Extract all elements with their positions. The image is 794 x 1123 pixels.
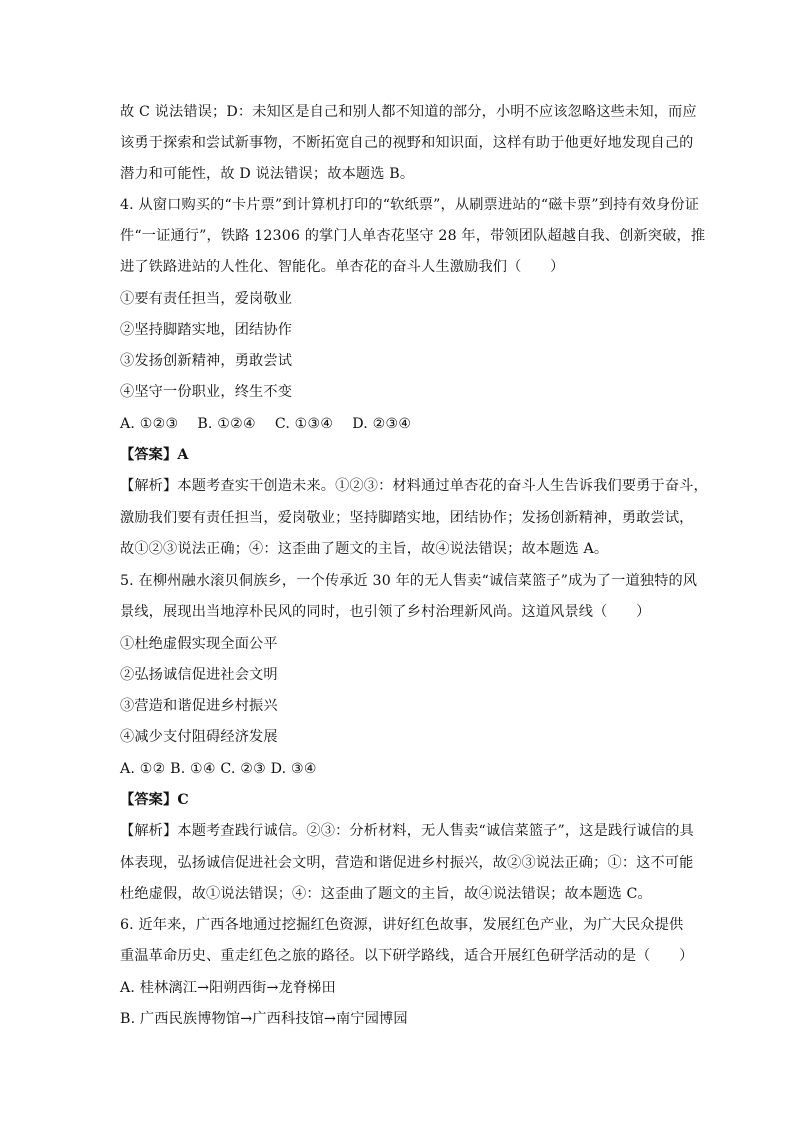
text-line: 件“一证通行”，铁路 12306 的掌门人单杏花坚守 28 年，带领团队超越自我、创新突破，推: [120, 228, 706, 244]
analysis: 【解析】本题考查实干创造未来。①②③：材料通过单杏花的奋斗人生告诉我们要勇于奋斗，: [120, 478, 708, 494]
option-4: ④坚守一份职业，终生不变: [120, 384, 293, 400]
option-3: ③营造和谐促进乡村振兴: [120, 698, 278, 714]
text-line: 杜绝虚假，故①说法错误；④：这歪曲了题文的主旨，故④说法错误；故本题选 C。: [120, 886, 652, 902]
text-line: 景线，展现出当地淳朴民风的同时，也引领了乡村治理新风尚。这道风景线（ ）: [120, 604, 651, 620]
answer: 【答案】C: [120, 792, 189, 808]
analysis: 【解析】本题考查践行诚信。②③：分析材料，无人售卖“诚信菜篮子”，这是践行诚信的具: [120, 823, 694, 839]
text-line: 故①②③说法正确；④：这歪曲了题文的主旨，故④说法错误；故本题选 A。: [120, 541, 609, 557]
option-3: ③发扬创新精神，勇敢尝试: [120, 353, 293, 369]
option-1: ①杜绝虚假实现全面公平: [120, 636, 278, 652]
option-2: ②坚持脚踏实地，团结协作: [120, 322, 293, 338]
text-line: 故 C 说法错误；D：未知区是自己和别人都不知道的部分，小明不应该忽略这些未知，而应: [120, 104, 697, 120]
choice-b: B. 广西民族博物馆→广西科技馆→南宁园博园: [120, 1011, 408, 1027]
option-4: ④减少支付阻碍经济发展: [120, 729, 278, 745]
choice-a: A. 桂林漓江→阳朔西街→龙脊梯田: [120, 980, 336, 996]
text-line: 体表现，弘扬诚信促进社会文明，营造和谐促进乡村振兴，故②③说法正确；①：这不可能: [120, 855, 694, 871]
question-6-stem: 6. 近年来，广西各地通过挖掘红色资源，讲好红色故事，发展红色产业，为广大民众提供: [120, 917, 684, 933]
choices: A. ①②③ B. ①②④ C. ①③④ D. ②③④: [120, 416, 412, 432]
answer: 【答案】A: [120, 447, 189, 463]
option-1: ①要有责任担当，爱岗敬业: [120, 291, 293, 307]
question-4-stem: 4. 从窗口购买的“卡片票”到计算机打印的“软纸票”，从刷票进站的“磁卡票”到持有效身份证: [120, 197, 700, 213]
choices: A. ①② B. ①④ C. ②③ D. ③④: [120, 761, 317, 777]
text-line: 该勇于探索和尝试新事物，不断拓宽自己的视野和知识面，这样有助于他更好地发现自己的: [120, 135, 694, 151]
option-2: ②弘扬诚信促进社会文明: [120, 667, 278, 683]
text-line: 潜力和可能性，故 D 说法错误；故本题选 B。: [120, 166, 415, 182]
text-line: 进了铁路进站的人性化、智能化。单杏花的奋斗人生激励我们（ ）: [120, 259, 565, 275]
question-5-stem: 5. 在柳州融水滚贝侗族乡，一个传承近 30 年的无人售卖“诚信菜篮子”成为了一道独特的风: [120, 573, 698, 589]
text-line: 激励我们要有责任担当，爱岗敬业；坚持脚踏实地，团结协作；发扬创新精神，勇敢尝试，: [120, 510, 694, 526]
text-line: 重温革命历史、重走红色之旅的路径。以下研学路线，适合开展红色研学活动的是（ ）: [120, 948, 694, 964]
